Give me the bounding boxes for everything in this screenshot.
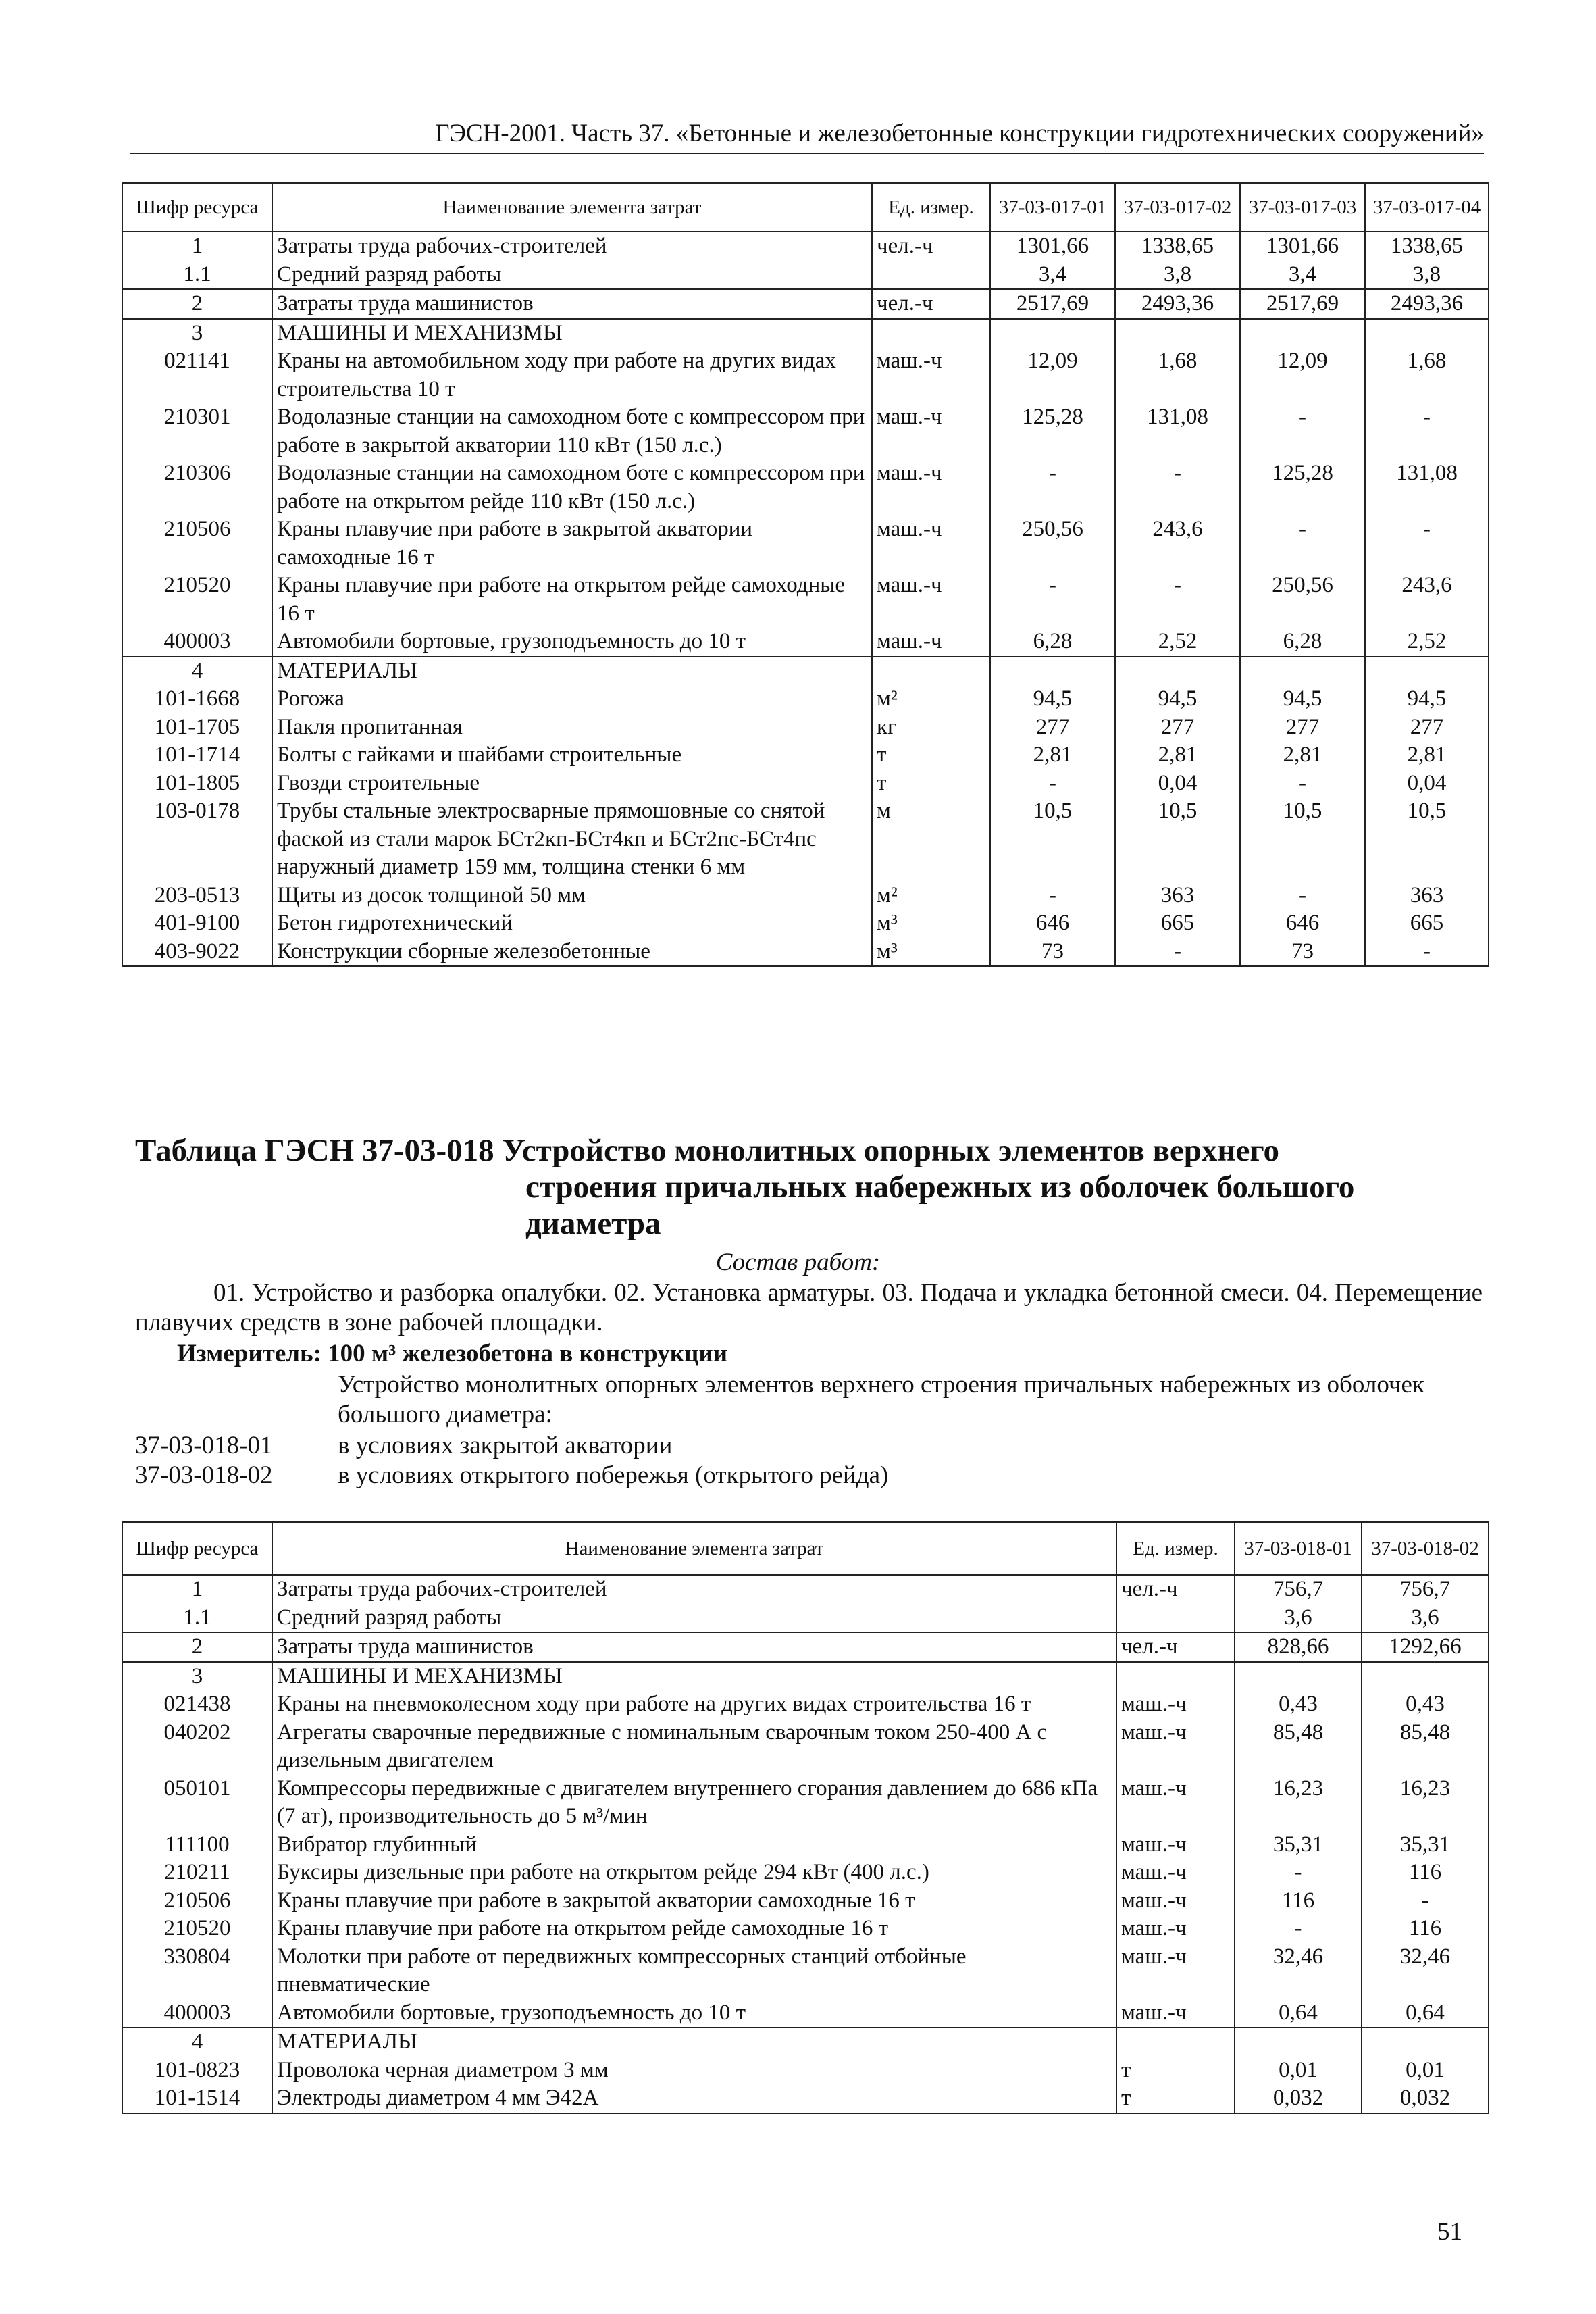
cell-value: 756,7 [1235, 1575, 1362, 1604]
cell-value: 363 [1115, 882, 1240, 910]
cell-value: 10,5 [990, 797, 1115, 882]
cell-value: 0,01 [1362, 2057, 1489, 2085]
cell-value: 2517,69 [1240, 289, 1365, 319]
cell-value: 35,31 [1235, 1831, 1362, 1859]
cell-name: Агрегаты сварочные передвижные с номинальным сварочным током 250-400 А с дизельным двигателем [272, 1719, 1116, 1775]
cell-value: 32,46 [1235, 1943, 1362, 1999]
cell-name: Вибратор глубинный [272, 1831, 1116, 1859]
cell-code: 101-1805 [122, 770, 272, 798]
cell-value: 3,6 [1235, 1604, 1362, 1633]
cell-value: 756,7 [1362, 1575, 1489, 1604]
cell-unit: маш.-ч [1116, 1999, 1235, 2028]
cell-value: 0,04 [1115, 770, 1240, 798]
cell-value: 10,5 [1240, 797, 1365, 882]
cell-code: 203-0513 [122, 882, 272, 910]
cell-value: 0,04 [1365, 770, 1489, 798]
header-col: 37-03-018-02 [1362, 1522, 1489, 1575]
cell-name: Автомобили бортовые, грузоподъемность до 10 т [272, 1999, 1116, 2028]
cell-value [1115, 319, 1240, 348]
variants-intro: Устройство монолитных опорных элементов верхнего строения причальных набережных из оболочек большого диаметра: [338, 1371, 1424, 1428]
cell-value [1365, 319, 1489, 348]
cell-value: 2,81 [990, 741, 1115, 770]
running-header: ГЭСН-2001. Часть 37. «Бетонные и железобетонные конструкции гидротехнических сооружений» [435, 120, 1484, 147]
table-title [135, 1132, 1472, 1242]
cell-value: 85,48 [1362, 1719, 1489, 1775]
header-name: Наименование элемента затрат [272, 183, 872, 232]
cell-code: 3 [122, 319, 272, 348]
cell-name: МАТЕРИАЛЫ [272, 657, 872, 686]
cell-value: 243,6 [1115, 515, 1240, 572]
cell-code: 101-1668 [122, 685, 272, 713]
resource-table-037-03-017 [122, 182, 1489, 967]
table-row [122, 319, 1489, 348]
table-row [122, 938, 1489, 967]
cell-unit [872, 261, 990, 290]
cell-value: 1301,66 [1240, 232, 1365, 261]
cell-name: Болты с гайками и шайбами строительные [272, 741, 872, 770]
cell-value: - [1365, 938, 1489, 967]
cell-code: 400003 [122, 628, 272, 657]
header-unit: Ед. измер. [1116, 1522, 1235, 1575]
cell-value [1235, 2028, 1362, 2057]
cell-code: 4 [122, 657, 272, 686]
cell-value: 1301,66 [990, 232, 1115, 261]
cell-value: 2,81 [1115, 741, 1240, 770]
cell-name: Бетон гидротехнический [272, 909, 872, 938]
cell-value: - [990, 459, 1115, 515]
table-row [122, 1690, 1489, 1719]
cell-value: 6,28 [1240, 628, 1365, 657]
cell-unit [1116, 1604, 1235, 1633]
cell-value: - [1115, 572, 1240, 628]
cell-unit: кг [872, 713, 990, 742]
table-row [122, 909, 1489, 938]
cell-value [1362, 1662, 1489, 1691]
table-row [122, 515, 1489, 572]
cell-code: 210306 [122, 459, 272, 515]
cell-code: 210211 [122, 1859, 272, 1887]
cell-value: 94,5 [1365, 685, 1489, 713]
cell-unit: чел.-ч [1116, 1632, 1235, 1662]
header-col: 37-03-017-03 [1240, 183, 1365, 232]
cell-unit: чел.-ч [872, 289, 990, 319]
cell-value: - [1240, 770, 1365, 798]
cell-value: 250,56 [990, 515, 1115, 572]
table-row [122, 1604, 1489, 1633]
cell-value [1362, 2028, 1489, 2057]
cell-name: Гвозди строительные [272, 770, 872, 798]
cell-unit: маш.-ч [872, 572, 990, 628]
cell-code: 3 [122, 1662, 272, 1691]
cell-value: 665 [1365, 909, 1489, 938]
cell-unit: маш.-ч [872, 459, 990, 515]
cell-name: Рогожа [272, 685, 872, 713]
cell-value: 665 [1115, 909, 1240, 938]
cell-name: Средний разряд работы [272, 261, 872, 290]
table-row [122, 770, 1489, 798]
cell-name: Краны плавучие при работе на открытом рейде самоходные 16 т [272, 1915, 1116, 1943]
cell-value: 16,23 [1362, 1775, 1489, 1831]
cell-value: - [1115, 459, 1240, 515]
cell-value: 35,31 [1362, 1831, 1489, 1859]
cell-code: 2 [122, 1632, 272, 1662]
table-title-rest: строения причальных набережных из оболочек большого диаметра [525, 1169, 1355, 1241]
cell-name: Затраты труда рабочих-строителей [272, 232, 872, 261]
table-row [122, 261, 1489, 290]
cell-value: - [1235, 1915, 1362, 1943]
page-number: 51 [1437, 2218, 1462, 2246]
table-row [122, 347, 1489, 403]
cell-unit: чел.-ч [1116, 1575, 1235, 1604]
cell-value: 6,28 [990, 628, 1115, 657]
cell-unit: чел.-ч [872, 232, 990, 261]
cell-value: 16,23 [1235, 1775, 1362, 1831]
cell-code: 101-1705 [122, 713, 272, 742]
cell-value: - [1240, 403, 1365, 459]
variant-row [135, 1461, 888, 1490]
header-col: 37-03-017-04 [1365, 183, 1489, 232]
table-row [122, 2028, 1489, 2057]
table-row [122, 1775, 1489, 1831]
cell-value: 3,4 [1240, 261, 1365, 290]
cell-value: 277 [1365, 713, 1489, 742]
table-row [122, 232, 1489, 261]
cell-value: - [1362, 1887, 1489, 1915]
cell-code: 210520 [122, 1915, 272, 1943]
cell-value [1240, 319, 1365, 348]
table-row [122, 1859, 1489, 1887]
cell-code: 101-1514 [122, 2084, 272, 2113]
cell-code: 1 [122, 1575, 272, 1604]
cell-unit: т [1116, 2084, 1235, 2113]
cell-unit: маш.-ч [1116, 1831, 1235, 1859]
header-rule [130, 153, 1484, 154]
cell-code: 210506 [122, 1887, 272, 1915]
cell-unit: т [872, 770, 990, 798]
table-row [122, 1662, 1489, 1691]
cell-name: Краны на пневмоколесном ходу при работе на других видах строительства 16 т [272, 1690, 1116, 1719]
cell-value: 73 [990, 938, 1115, 967]
table-row [122, 1943, 1489, 1999]
cell-value [990, 319, 1115, 348]
cell-value: 3,4 [990, 261, 1115, 290]
cell-value: 277 [990, 713, 1115, 742]
table-row [122, 1575, 1489, 1604]
table-row [122, 628, 1489, 657]
cell-name: МАТЕРИАЛЫ [272, 2028, 1116, 2057]
cell-unit [872, 657, 990, 686]
cell-name: МАШИНЫ И МЕХАНИЗМЫ [272, 1662, 1116, 1691]
cell-value: 131,08 [1115, 403, 1240, 459]
cell-unit: маш.-ч [872, 515, 990, 572]
cell-value: 12,09 [990, 347, 1115, 403]
cell-value: - [1115, 938, 1240, 967]
cell-name: Буксиры дизельные при работе на открытом рейде 294 кВт (400 л.с.) [272, 1859, 1116, 1887]
cell-code: 101-0823 [122, 2057, 272, 2085]
table-title-line1: Таблица ГЭСН 37-03-018 Устройство монолитных опорных элементов верхнего [135, 1133, 1280, 1168]
table-row [122, 657, 1489, 686]
cell-code: 111100 [122, 1831, 272, 1859]
cell-unit: маш.-ч [1116, 1887, 1235, 1915]
cell-code: 330804 [122, 1943, 272, 1999]
cell-value [1365, 657, 1489, 686]
table-row [122, 1999, 1489, 2028]
cell-unit: маш.-ч [872, 403, 990, 459]
variant-text: в условиях закрытой акватории [338, 1432, 673, 1459]
cell-name: Автомобили бортовые, грузоподъемность до 10 т [272, 628, 872, 657]
cell-unit: маш.-ч [1116, 1719, 1235, 1775]
cell-value [990, 657, 1115, 686]
cell-unit: маш.-ч [1116, 1943, 1235, 1999]
cell-unit: м² [872, 685, 990, 713]
cell-value: 277 [1115, 713, 1240, 742]
cell-code: 021141 [122, 347, 272, 403]
cell-value [1235, 1662, 1362, 1691]
variant-text: в условиях открытого побережья (открытого рейда) [338, 1461, 889, 1489]
cell-name: Электроды диаметром 4 мм Э42А [272, 2084, 1116, 2113]
cell-value: 94,5 [990, 685, 1115, 713]
cell-value: 12,09 [1240, 347, 1365, 403]
table-row [122, 685, 1489, 713]
cell-code: 1.1 [122, 1604, 272, 1633]
cell-value: 646 [990, 909, 1115, 938]
cell-name: Средний разряд работы [272, 1604, 1116, 1633]
cell-name: Затраты труда машинистов [272, 289, 872, 319]
cell-name: Краны плавучие при работе в закрытой акватории самоходные 16 т [272, 515, 872, 572]
table-row [122, 1887, 1489, 1915]
cell-value: 1292,66 [1362, 1632, 1489, 1662]
cell-value: 0,43 [1235, 1690, 1362, 1719]
cell-value: - [1240, 515, 1365, 572]
cell-name: Щиты из досок толщиной 50 мм [272, 882, 872, 910]
header-col: 37-03-018-01 [1235, 1522, 1362, 1575]
cell-name: МАШИНЫ И МЕХАНИЗМЫ [272, 319, 872, 348]
cell-value: - [990, 572, 1115, 628]
variant-code: 37-03-018-02 [135, 1461, 273, 1489]
variant-code: 37-03-018-01 [135, 1432, 273, 1459]
cell-value: 1,68 [1365, 347, 1489, 403]
cell-unit: м [872, 797, 990, 882]
cell-code: 103-0178 [122, 797, 272, 882]
cell-code: 1.1 [122, 261, 272, 290]
cell-unit [1116, 2028, 1235, 2057]
cell-code: 040202 [122, 1719, 272, 1775]
table-row [122, 572, 1489, 628]
cell-name: Водолазные станции на самоходном боте с компрессором при работе в закрытой акватории 110 кВт (150 л.с.) [272, 403, 872, 459]
cell-value: 3,8 [1365, 261, 1489, 290]
header-col: 37-03-017-01 [990, 183, 1115, 232]
cell-value: 3,6 [1362, 1604, 1489, 1633]
cell-value: 0,032 [1362, 2084, 1489, 2113]
cell-value: 3,8 [1115, 261, 1240, 290]
composition-heading: Состав работ: [715, 1249, 881, 1276]
header-col: 37-03-017-02 [1115, 183, 1240, 232]
cell-value: 1,68 [1115, 347, 1240, 403]
cell-name: Пакля пропитанная [272, 713, 872, 742]
resource-table-037-03-018 [122, 1521, 1489, 2114]
cell-unit: т [1116, 2057, 1235, 2085]
cell-value: 2,81 [1365, 741, 1489, 770]
cell-value: 125,28 [1240, 459, 1365, 515]
cell-name: Конструкции сборные железобетонные [272, 938, 872, 967]
cell-value: 250,56 [1240, 572, 1365, 628]
header-name: Наименование элемента затрат [272, 1522, 1116, 1575]
cell-code: 210301 [122, 403, 272, 459]
cell-value: 116 [1362, 1859, 1489, 1887]
cell-code: 401-9100 [122, 909, 272, 938]
table-row [122, 1915, 1489, 1943]
table-row [122, 1719, 1489, 1775]
table-row [122, 1632, 1489, 1662]
cell-value: 0,64 [1235, 1999, 1362, 2028]
cell-value: - [1365, 403, 1489, 459]
cell-value: 828,66 [1235, 1632, 1362, 1662]
cell-value: 1338,65 [1115, 232, 1240, 261]
cell-value: 2,52 [1365, 628, 1489, 657]
header-code: Шифр ресурса [122, 183, 272, 232]
cell-value: 2517,69 [990, 289, 1115, 319]
cell-unit: м³ [872, 909, 990, 938]
table-row [122, 459, 1489, 515]
table-row [122, 403, 1489, 459]
cell-code: 210506 [122, 515, 272, 572]
cell-value: 10,5 [1115, 797, 1240, 882]
table-row [122, 741, 1489, 770]
table-row [122, 1831, 1489, 1859]
cell-name: Краны на автомобильном ходу при работе на других видах строительства 10 т [272, 347, 872, 403]
cell-unit: маш.-ч [1116, 1775, 1235, 1831]
cell-value: 277 [1240, 713, 1365, 742]
table-row [122, 797, 1489, 882]
cell-value [1115, 657, 1240, 686]
cell-unit: м² [872, 882, 990, 910]
cell-value: 0,01 [1235, 2057, 1362, 2085]
cell-unit: м³ [872, 938, 990, 967]
cell-unit [1116, 1662, 1235, 1691]
cell-unit: маш.-ч [1116, 1915, 1235, 1943]
cell-value: 2,52 [1115, 628, 1240, 657]
table-row [122, 882, 1489, 910]
cell-value: 363 [1365, 882, 1489, 910]
cell-value [1240, 657, 1365, 686]
cell-name: Трубы стальные электросварные прямошовные со снятой фаской из стали марок БСт2кп-БСт4кп и БСт2пс-БСт4пс наружный диаметр 159 мм, толщина стенки 6 мм [272, 797, 872, 882]
cell-unit: маш.-ч [1116, 1859, 1235, 1887]
cell-value: 73 [1240, 938, 1365, 967]
cell-unit: маш.-ч [872, 628, 990, 657]
cell-value: 2493,36 [1115, 289, 1240, 319]
cell-value: 94,5 [1115, 685, 1240, 713]
cell-value: 32,46 [1362, 1943, 1489, 1999]
cell-name: Проволока черная диаметром 3 мм [272, 2057, 1116, 2085]
cell-value: 94,5 [1240, 685, 1365, 713]
cell-code: 1 [122, 232, 272, 261]
cell-unit: маш.-ч [872, 347, 990, 403]
cell-value: 0,64 [1362, 1999, 1489, 2028]
cell-value: 2,81 [1240, 741, 1365, 770]
cell-value: - [1365, 515, 1489, 572]
cell-value: - [990, 882, 1115, 910]
cell-value: 131,08 [1365, 459, 1489, 515]
cell-value: 2493,36 [1365, 289, 1489, 319]
cell-unit [872, 319, 990, 348]
cell-value: - [1240, 882, 1365, 910]
cell-value: - [990, 770, 1115, 798]
cell-name: Краны плавучие при работе в закрытой акватории самоходные 16 т [272, 1887, 1116, 1915]
cell-code: 050101 [122, 1775, 272, 1831]
variant-row [135, 1431, 672, 1461]
cell-value: 116 [1235, 1887, 1362, 1915]
cell-unit: т [872, 741, 990, 770]
cell-name: Краны плавучие при работе на открытом рейде самоходные 16 т [272, 572, 872, 628]
cell-value: 116 [1362, 1915, 1489, 1943]
cell-code: 400003 [122, 1999, 272, 2028]
cell-name: Молотки при работе от передвижных компрессорных станций отбойные пневматические [272, 1943, 1116, 1999]
cell-value: 1338,65 [1365, 232, 1489, 261]
table-row [122, 2057, 1489, 2085]
cell-name: Затраты труда машинистов [272, 1632, 1116, 1662]
cell-code: 021438 [122, 1690, 272, 1719]
cell-value: 0,032 [1235, 2084, 1362, 2113]
work-composition-text: 01. Устройство и разборка опалубки. 02. Установка арматуры. 03. Подача и укладка бетонной смеси. 04. Перемещение плавучих средств в зоне рабочей площадки. [135, 1279, 1483, 1336]
cell-name: Водолазные станции на самоходном боте с компрессором при работе на открытом рейде 110 кВт (150 л.с.) [272, 459, 872, 515]
header-code: Шифр ресурса [122, 1522, 272, 1575]
cell-unit: маш.-ч [1116, 1690, 1235, 1719]
cell-value: 125,28 [990, 403, 1115, 459]
cell-value: 646 [1240, 909, 1365, 938]
cell-value: - [1235, 1859, 1362, 1887]
cell-name: Затраты труда рабочих-строителей [272, 1575, 1116, 1604]
cell-value: 243,6 [1365, 572, 1489, 628]
cell-code: 210520 [122, 572, 272, 628]
cell-code: 2 [122, 289, 272, 319]
table-row [122, 713, 1489, 742]
cell-code: 4 [122, 2028, 272, 2057]
table-row [122, 2084, 1489, 2113]
cell-name: Компрессоры передвижные с двигателем внутреннего сгорания давлением до 686 кПа (7 ат), производительность до 5 м³/мин [272, 1775, 1116, 1831]
cell-value: 10,5 [1365, 797, 1489, 882]
measurement-unit: Измеритель: 100 м³ железобетона в конструкции [177, 1340, 728, 1367]
cell-value: 0,43 [1362, 1690, 1489, 1719]
cell-value: 85,48 [1235, 1719, 1362, 1775]
header-unit: Ед. измер. [872, 183, 990, 232]
cell-code: 403-9022 [122, 938, 272, 967]
table-row [122, 289, 1489, 319]
cell-code: 101-1714 [122, 741, 272, 770]
